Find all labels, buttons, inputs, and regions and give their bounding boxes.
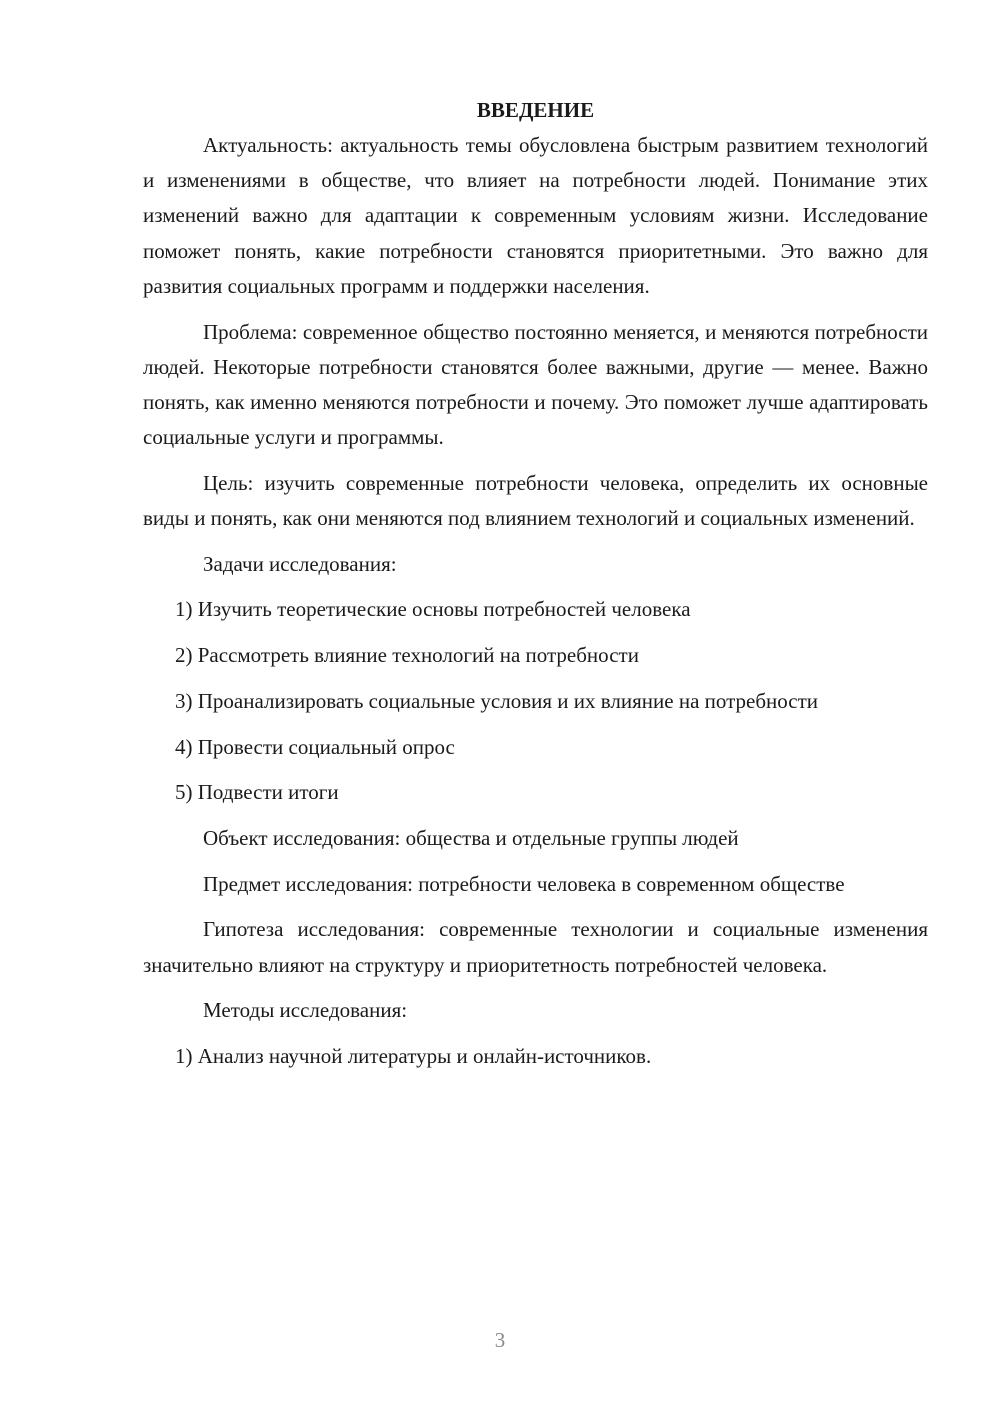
subject-paragraph: Предмет исследования: потребности человека в современном обществе	[203, 871, 845, 896]
hypothesis-paragraph: Гипотеза исследования: современные технологии и социальные изменения значительно влияют на структуру и приоритетность потребностей человека.	[143, 917, 928, 977]
problem-paragraph: Проблема: современное общество постоянно меняется, и меняются потребности людей. Некоторые потребности становятся более важными, другие — менее. Важно понять, как именно меняются потребности и почему. Это поможет лучше адаптировать социальные услуги и программы.	[143, 319, 928, 450]
object-paragraph: Объект исследования: общества и отдельные группы людей	[203, 825, 739, 850]
task-item: 3) Проанализировать социальные условия и их влияние на потребности	[175, 688, 819, 713]
document-page	[143, 92, 928, 1085]
section-title: ВВЕДЕНИЕ	[476, 98, 595, 122]
task-item: 1) Изучить теоретические основы потребностей человека	[175, 597, 691, 622]
goal-paragraph: Цель: изучить современные потребности человека, определить их основные виды и понять, как они меняются под влиянием технологий и социальных изменений.	[143, 470, 928, 531]
method-item: 1) Анализ научной литературы и онлайн-источников.	[175, 1043, 652, 1068]
task-item: 4) Провести социальный опрос	[175, 734, 455, 759]
page-number: 3	[494, 1328, 506, 1352]
methods-heading: Методы исследования:	[203, 998, 408, 1023]
relevance-paragraph: Актуальность: актуальность темы обусловлена быстрым развитием технологий и изменениями в обществе, что влияет на потребности людей. Понимание этих изменений важно для адаптации к современным условиям жизни. Исследование поможет понять, какие потребности становятся приоритетными. Это важно для развития социальных программ и поддержки населения.	[143, 133, 928, 298]
task-item: 2) Рассмотреть влияние технологий на потребности	[175, 643, 639, 668]
task-item: 5) Подвести итоги	[175, 780, 339, 805]
tasks-heading: Задачи исследования:	[203, 551, 397, 576]
